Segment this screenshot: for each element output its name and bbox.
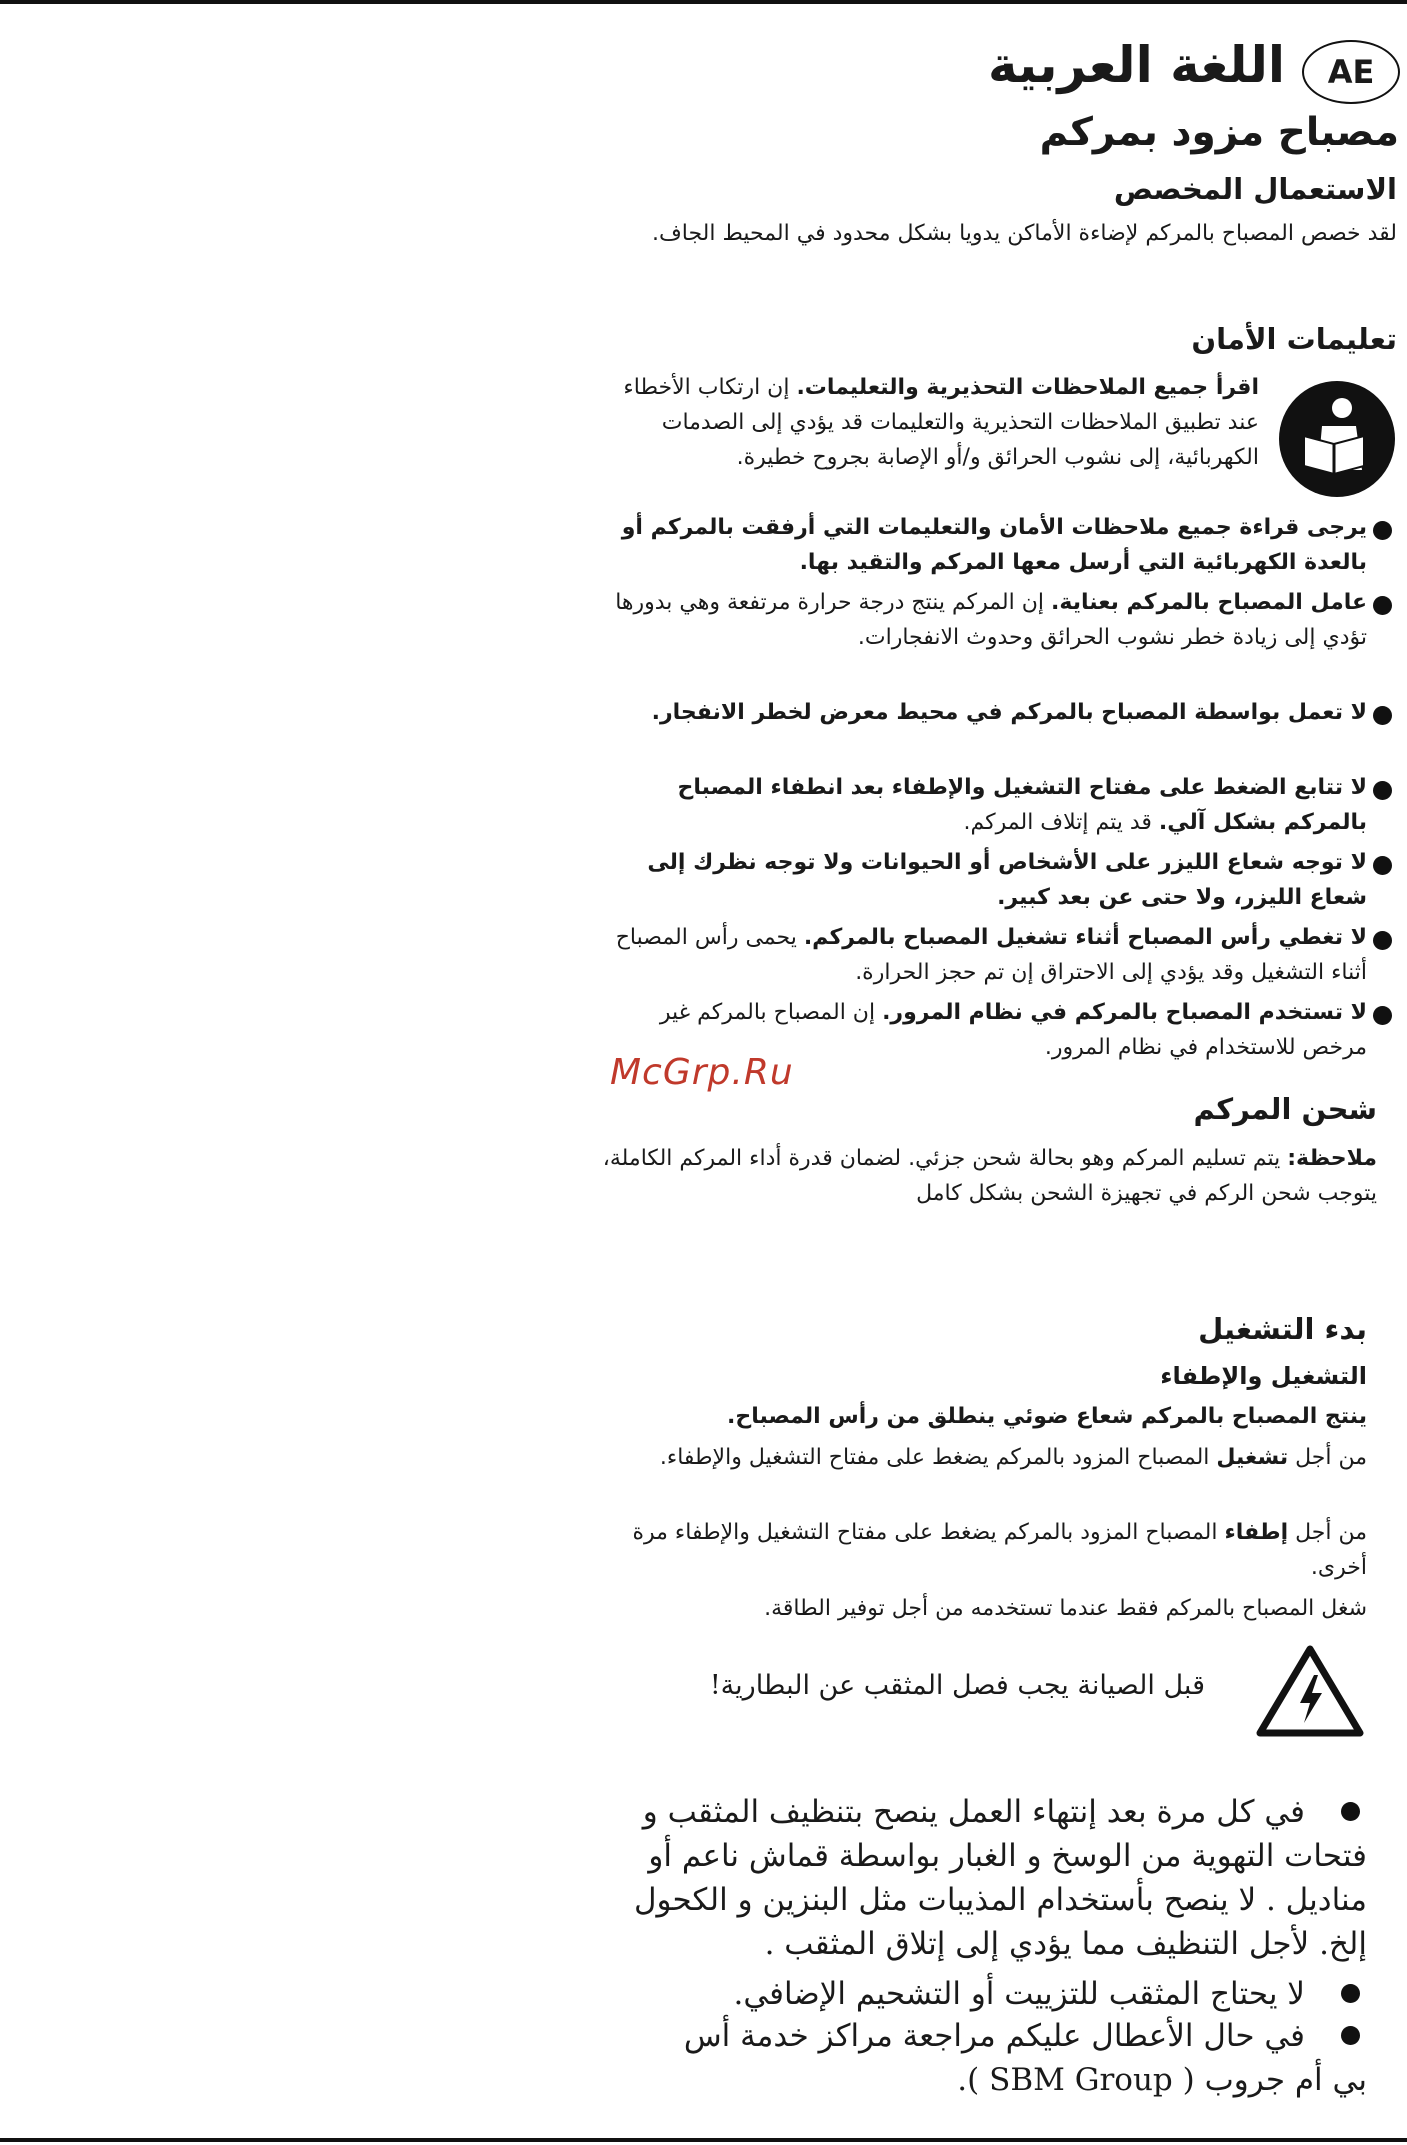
charging-note-text: يتم تسليم المركم وهو بحالة شحن جزئي. لضمان قدرة أداء المركم الكاملة، يتوجب شحن الركم في تجهيزة الشحن بشكل كامل xyxy=(602,1146,1377,1206)
safety-item xyxy=(607,845,1367,915)
operation-off-pre: من أجل xyxy=(1288,1520,1367,1545)
page-title: مصباح مزود بمركم xyxy=(1039,110,1399,155)
operation-subheading: التشغيل والإطفاء xyxy=(1160,1362,1367,1390)
safety-item-bold: لا تستخدم المصباح بالمركم في نظام المرور. xyxy=(882,1000,1367,1025)
operation-lead: ينتج المصباح بالمركم شعاع ضوئي ينطلق من رأس المصباح. xyxy=(727,1404,1367,1429)
operation-off xyxy=(577,1515,1367,1585)
watermark: McGrp.Ru xyxy=(610,1052,794,1093)
bullet xyxy=(1373,781,1392,800)
bullet xyxy=(1341,1984,1360,2003)
safety-item-text: يحمى رأس المصباح أثناء التشغيل وقد يؤدي إلى الاحتراق إن تم حجز الحرارة. xyxy=(615,925,1367,985)
maintenance-item: في كل مرة بعد إنتهاء العمل ينصح بتنظيف المثقب و فتحات التهوية من الوسخ و الغبار بواسطة قماش ناعم أو مناديل . لا ينصح بأستخدام المذيبات مثل البنزين و الكحول إلخ. لأجل التنظيف مما يؤدي إلى إتلاق المثقب . xyxy=(634,1794,1367,1962)
bottom-rule xyxy=(0,2138,1407,2142)
language-heading: اللغة العربية xyxy=(987,36,1285,94)
intended-use-text: لقد خصص المصباح بالمركم لإضاءة الأماكن يدويا بشكل محدود في المحيط الجاف. xyxy=(651,221,1397,246)
safety-item xyxy=(587,510,1367,580)
top-rule xyxy=(0,0,1407,4)
operation-off-bold: إطفاء xyxy=(1224,1520,1289,1545)
bullet xyxy=(1373,706,1392,725)
operation-on-pre: من أجل xyxy=(1288,1445,1367,1470)
operation-on-post: المصباح المزود بالمركم يضغط على مفتاح التشغيل والإطفاء. xyxy=(659,1445,1217,1470)
bullet xyxy=(1373,856,1392,875)
operation-on-bold: تشغيل xyxy=(1216,1445,1289,1470)
safety-item xyxy=(587,770,1367,840)
bullet xyxy=(1373,521,1392,540)
maintenance-item: لا يحتاج المثقب للتزييت أو التشحيم الإضافي. xyxy=(733,1976,1305,2012)
safety-item-bold: عامل المصباح بالمركم بعناية. xyxy=(1051,590,1367,615)
bullet xyxy=(1373,931,1392,950)
operation-on xyxy=(577,1440,1367,1475)
bullet xyxy=(1373,596,1392,615)
warning-text: قبل الصيانة يجب فصل المثقب عن البطارية! xyxy=(709,1670,1205,1701)
safety-intro xyxy=(599,370,1259,475)
safety-item-bold: لا تغطي رأس المصباح أثناء تشغيل المصباح بالمركم. xyxy=(803,925,1367,950)
safety-item-bold: لا تتابع الضغط على مفتاح التشغيل والإطفاء بعد انطفاء المصباح بالمركم بشكل آلي. xyxy=(677,775,1367,835)
operation-heading: بدء التشغيل xyxy=(1198,1312,1367,1346)
safety-item-bold: لا توجه شعاع الليزر على الأشخاص أو الحيوانات ولا توجه نظرك إلى شعاع الليزر، ولا حتى عن بعد كبير. xyxy=(647,850,1367,910)
language-badge: AE xyxy=(1302,40,1400,104)
safety-heading: تعليمات الأمان xyxy=(1191,322,1397,356)
charging-heading: شحن المركم xyxy=(1193,1092,1377,1126)
operation-saving: شغل المصباح بالمركم فقط عندما تستخدمه من أجل توفير الطاقة. xyxy=(764,1596,1367,1621)
intended-use-heading: الاستعمال المخصص xyxy=(1113,172,1397,206)
safety-item-bold: لا تعمل بواسطة المصباح بالمركم في محيط معرض لخطر الانفجار. xyxy=(651,700,1367,725)
read-manual-icon xyxy=(1276,378,1398,500)
safety-item-text: قد يتم إتلاف المركم. xyxy=(963,810,1159,835)
safety-item-text: إن المصباح بالمركم غير مرخص للاستخدام في نظام المرور. xyxy=(659,1000,1367,1060)
safety-intro-bold: اقرأ جميع الملاحظات التحذيرية والتعليمات. xyxy=(796,375,1259,400)
safety-intro-text: إن ارتكاب الأخطاء عند تطبيق الملاحظات التحذيرية والتعليمات قد يؤدي إلى الصدمات الكهربائية، إلى نشوب الحرائق و/أو الإصابة بجروح خطيرة. xyxy=(623,375,1259,470)
safety-item-text: إن المركم ينتج درجة حرارة مرتفعة وهي بدورها تؤدي إلى زيادة خطر نشوب الحرائق وحدوث الانفجارات. xyxy=(615,590,1367,650)
charging-note xyxy=(577,1141,1377,1211)
charging-note-label: ملاحظة: xyxy=(1287,1146,1377,1171)
maintenance-item: في حال الأعطال عليكم مراجعة مراكز خدمة أس بي أم جروب ( SBM Group ). xyxy=(683,2018,1367,2098)
safety-item xyxy=(587,585,1367,655)
safety-item xyxy=(577,920,1367,990)
bullet xyxy=(1373,1006,1392,1025)
high-voltage-icon xyxy=(1256,1645,1364,1737)
operation-off-post: المصباح المزود بالمركم يضغط على مفتاح التشغيل والإطفاء مرة أخرى. xyxy=(632,1520,1367,1580)
safety-item-bold: يرجى قراءة جميع ملاحظات الأمان والتعليمات التي أرفقت بالمركم أو بالعدة الكهربائية التي أرسل معها المركم والتقيد بها. xyxy=(621,515,1367,575)
safety-item xyxy=(647,695,1367,730)
